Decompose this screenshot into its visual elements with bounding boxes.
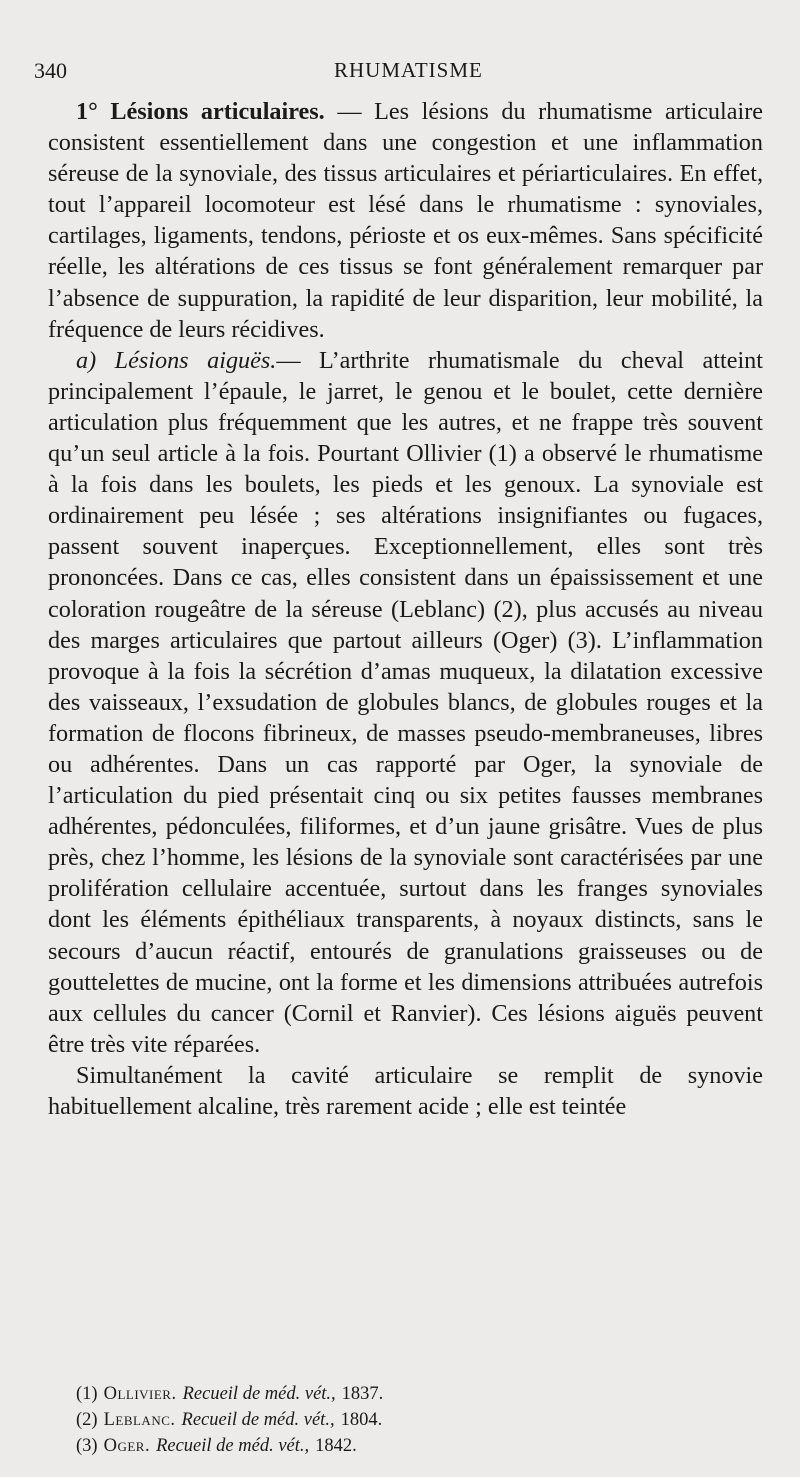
footnote-year: 1837. — [341, 1384, 384, 1404]
footnote-year: 1804. — [340, 1410, 383, 1430]
paragraph-lesions-articulaires — [48, 96, 763, 345]
footnote-title: Recueil de méd. vét., — [156, 1436, 310, 1456]
footnote-title: Recueil de méd. vét., — [182, 1384, 336, 1404]
footnote — [76, 1407, 756, 1433]
paragraph-text: — Les lésions du rhumatisme articulaire consistent essentiellement dans une congestion et une inflammation séreuse de la synoviale, des tissus articulaires et périarticulaires. En effet, tout l’appareil locomoteur est lésé dans le rhumatisme : synoviales, cartilages, ligaments, tendons, périoste et os eux-mêmes. Sans spécificité réelle, les altérations de ces tissus se font généralement remarquer par l’absence de suppuration, la rapidité de leur disparition, leur mobilité, la fréquence de leurs récidives. — [48, 98, 763, 343]
footnote-year: 1842. — [315, 1436, 357, 1456]
page-header — [34, 58, 774, 88]
body-text — [48, 96, 763, 1122]
paragraph-lesions-aigues — [48, 345, 763, 1060]
footnote — [76, 1381, 756, 1407]
paragraph-text: Simultanément la cavité articulaire se remplit de synovie habituellement alcaline, très rarement acide ; elle est teintée — [48, 1061, 763, 1120]
section-heading: 1° Lésions articulaires. — [76, 98, 325, 125]
paragraph-text: — L’arthrite rhumatismale du cheval atteint principalement l’épaule, le jarret, le genou et le boulet, cette dernière articulation plus fréquemment que les autres, et ne frappe très souvent qu’un seul article à la fois. Pourtant Ollivier (1) a observé le rhumatisme à la fois dans les boulets, les pieds et les genoux. La synoviale est ordinairement peu lésée ; ses altérations insignifiantes ou fugaces, passent souvent inaperçues. Exceptionnellement, elles sont très prononcées. Dans ce cas, elles consistent dans un épaississement et une coloration rougeâtre de la séreuse (Leblanc) (2), plus accusés au niveau des marges articulaires que partout ailleurs (Oger) (3). L’inflammation provoque à la fois la sécrétion d’amas muqueux, la dilatation excessive des vaisseaux, l’exsudation de globules blancs, de globules rouges et la formation de flocons fibrineux, de masses pseudo-membraneuses, libres ou adhérentes. Dans un cas rapporté par Oger, la synoviale de l’articulation du pied présentait cinq ou six petites fausses membranes adhérentes, pédonculées, filiformes, et d’un jaune grisâtre. Vues de plus près, chez l’homme, les lésions de la synoviale sont caractérisées par une prolifération cellulaire accentuée, surtout dans les franges synoviales dont les éléments épithéliaux transparents, à noyaux distincts, sans le secours d’aucun réactif, entourés de granulations graisseuses ou de gouttelettes de mucine, ont la forme et les dimensions attribuées autrefois aux cellules du cancer (Cornil et Ranvier). Ces lésions aiguës peuvent être très vite réparées. — [48, 346, 763, 1058]
footnote-author: Leblanc. — [103, 1410, 176, 1430]
footnote — [76, 1433, 756, 1459]
footnote-marker: (3) — [76, 1436, 98, 1456]
footnotes — [76, 1381, 756, 1459]
footnote-marker: (2) — [76, 1410, 98, 1430]
footnote-author: Ollivier. — [103, 1384, 177, 1404]
paragraph-synovie — [48, 1060, 763, 1122]
running-head: RHUMATISME — [334, 58, 483, 82]
footnote-marker: (1) — [76, 1384, 98, 1404]
subsection-heading: a) Lésions aiguës. — [76, 346, 277, 374]
page-number: 340 — [34, 58, 67, 83]
footnote-author: Oger. — [103, 1436, 151, 1456]
footnote-title: Recueil de méd. vét., — [181, 1410, 335, 1430]
